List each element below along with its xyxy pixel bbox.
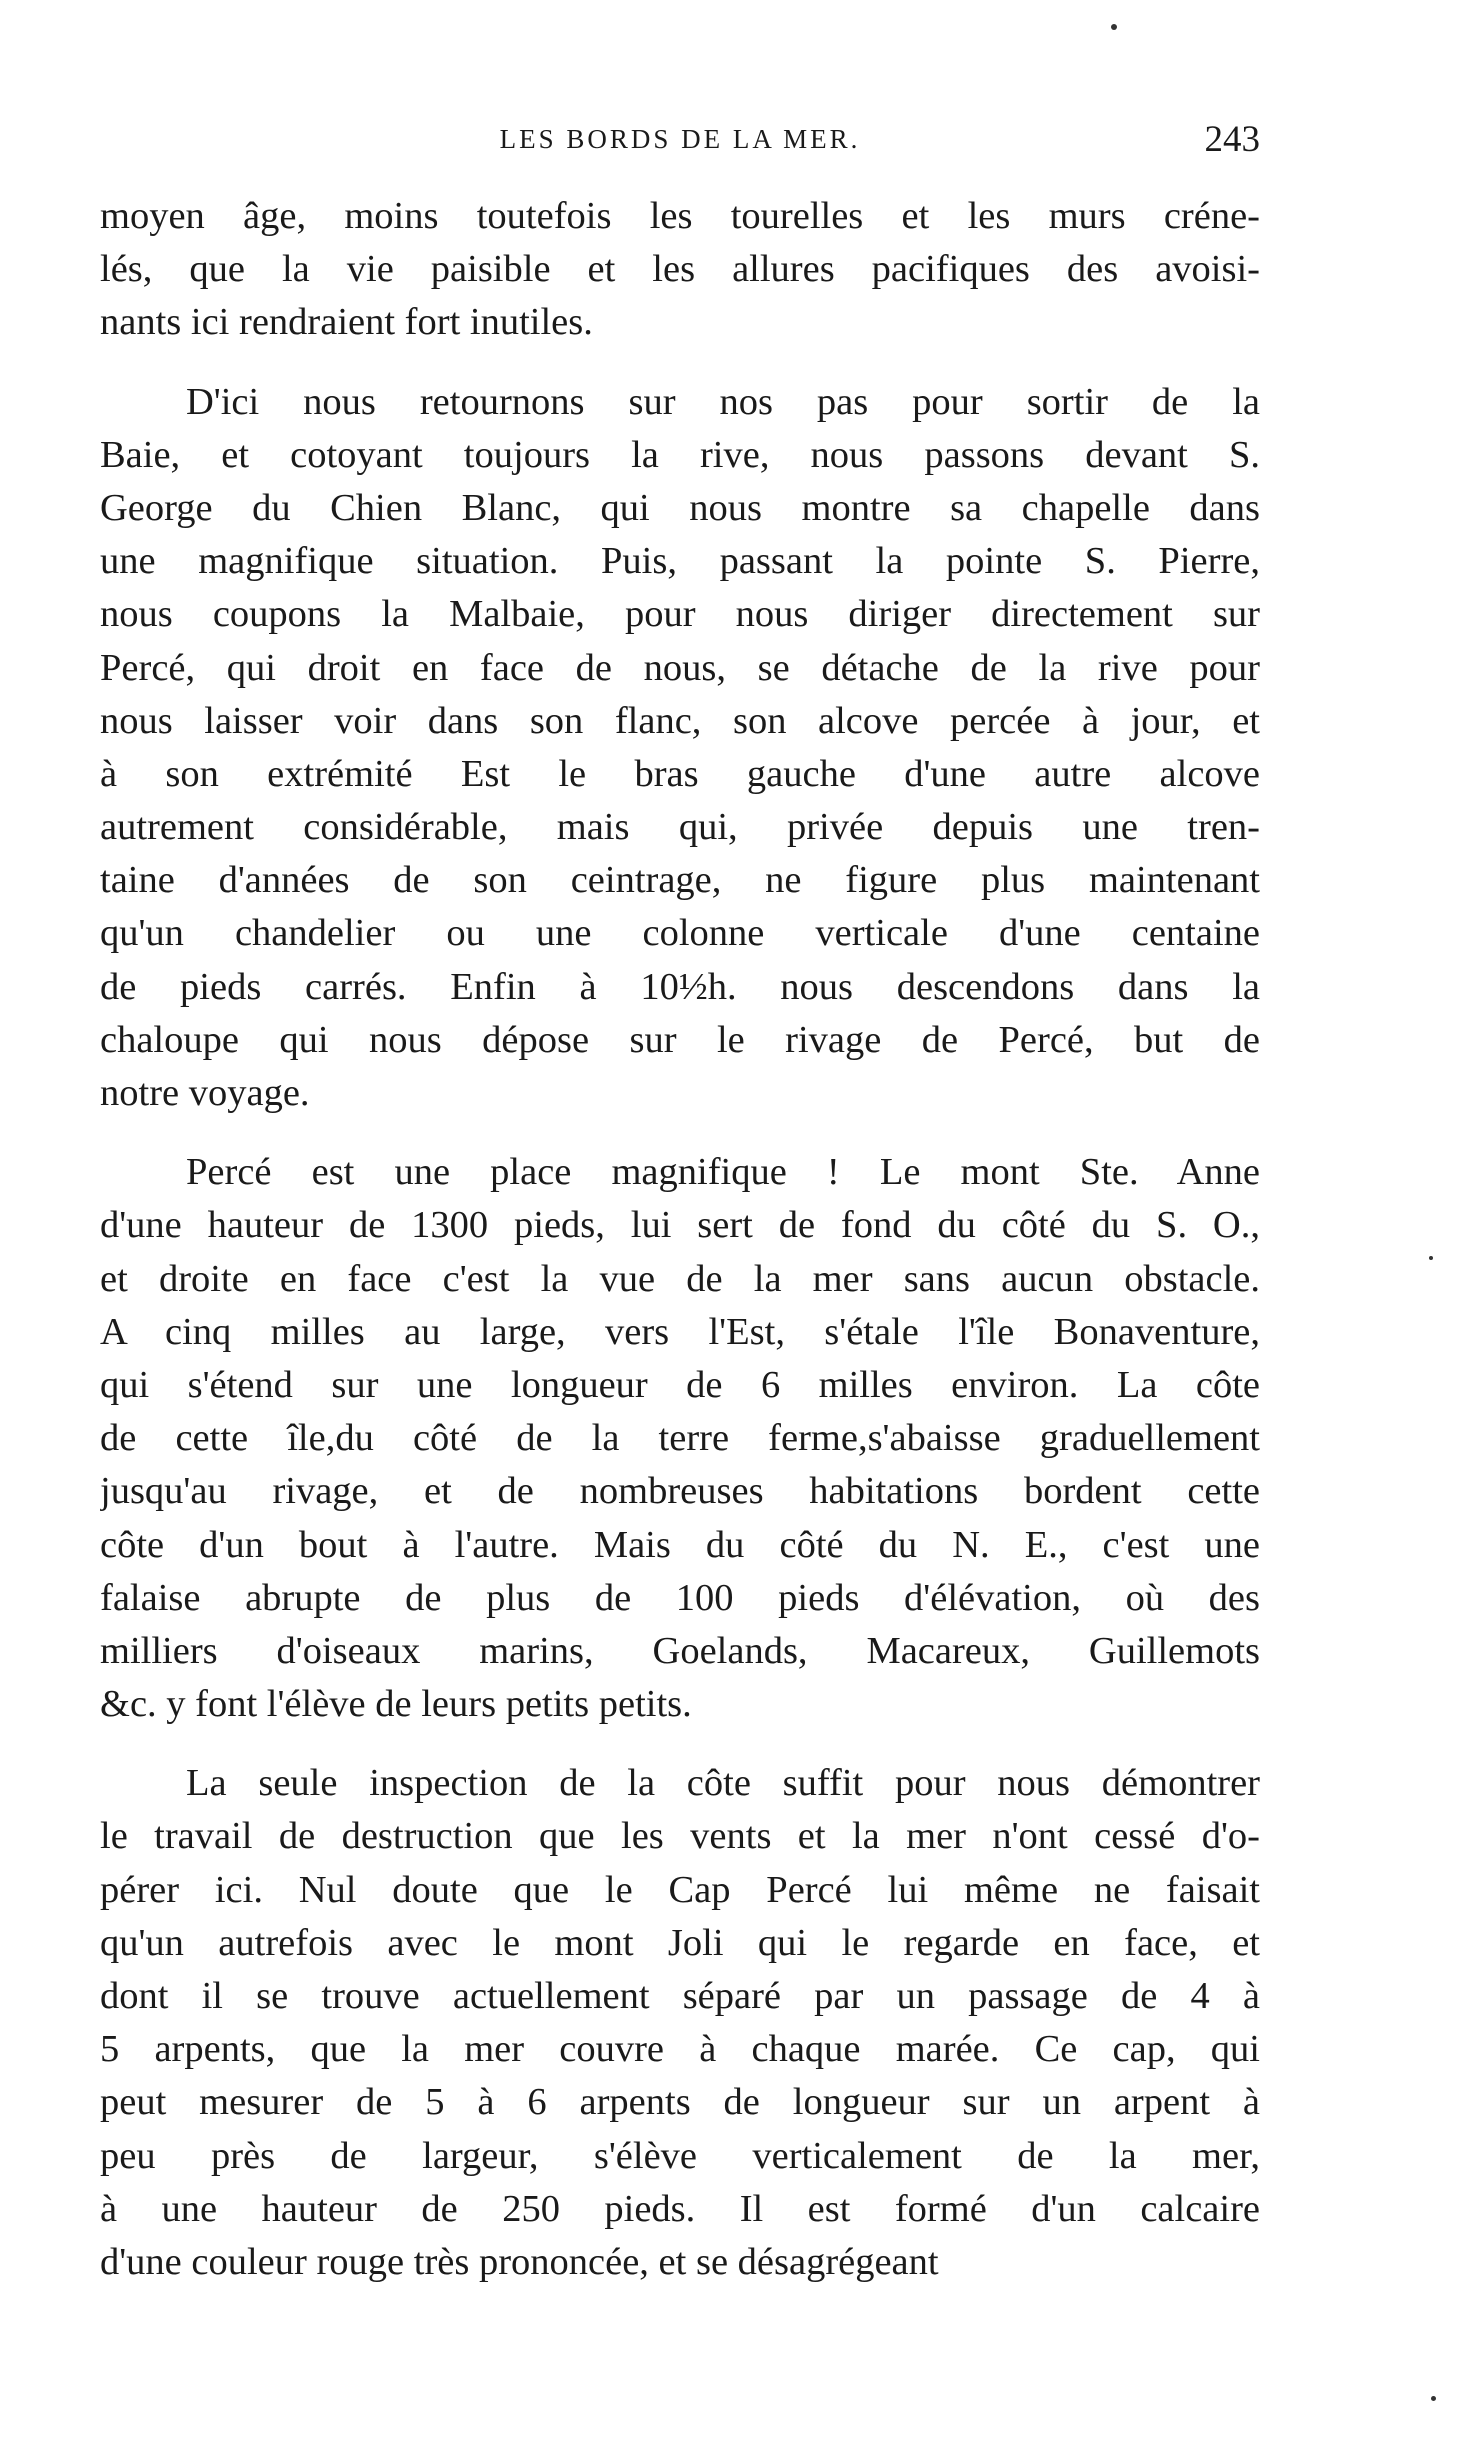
ink-speck [1431, 2396, 1436, 2401]
ink-speck [1111, 24, 1117, 30]
text-line: moyen âge, moins toutefois les tourelles et les murs créne- [100, 195, 1260, 237]
text-line: chaloupe qui nous dépose sur le rivage de Percé, but de [100, 1018, 1260, 1061]
text-line: peut mesurer de 5 à 6 arpents de longueur sur un arpent à [100, 2081, 1260, 2124]
text-line: notre voyage. [100, 1072, 310, 1114]
text-line: et droite en face c'est la vue de la mer sans aucun obstacle. [100, 1257, 1260, 1300]
page-header [100, 118, 1260, 162]
paragraph-gap [100, 1120, 1260, 1146]
text-line: d'une couleur rouge très prononcée, et se désagrégeant [100, 2240, 939, 2283]
text-line: Percé est une place magnifique ! Le mont Ste. Anne [186, 1151, 1260, 1194]
text-line: 5 arpents, que la mer couvre à chaque marée. Ce cap, qui [100, 2028, 1260, 2071]
text-line: de cette île,du côté de la terre ferme,s'abaisse graduellement [100, 1417, 1260, 1460]
paragraph [100, 1146, 1260, 1731]
text-line: D'ici nous retournons sur nos pas pour sortir de la [186, 380, 1260, 423]
text-line: nous laisser voir dans son flanc, son alcove percée à jour, et [100, 699, 1260, 742]
text-line: de pieds carrés. Enfin à 10½h. nous descendons dans la [100, 965, 1260, 1008]
text-line: une magnifique situation. Puis, passant la pointe S. Pierre, [100, 540, 1260, 583]
text-line: A cinq milles au large, vers l'Est, s'étale l'île Bonaventure, [100, 1310, 1260, 1353]
text-line: pérer ici. Nul doute que le Cap Percé lui même ne faisait [100, 1868, 1260, 1911]
paragraph [100, 376, 1260, 1121]
paragraph-gap [100, 1731, 1260, 1757]
text-line: La seule inspection de la côte suffit pour nous démontrer [186, 1762, 1260, 1805]
text-line: qu'un autrefois avec le mont Joli qui le regarde en face, et [100, 1921, 1260, 1964]
body-text [100, 190, 1260, 2289]
text-line: à une hauteur de 250 pieds. Il est formé d'un calcaire [100, 2187, 1260, 2230]
text-line: qui s'étend sur une longueur de 6 milles environ. La côte [100, 1363, 1260, 1406]
text-line: jusqu'au rivage, et de nombreuses habitations bordent cette [100, 1470, 1260, 1513]
text-line: le travail de destruction que les vents et la mer n'ont cessé d'o- [100, 1815, 1260, 1858]
text-line: côte d'un bout à l'autre. Mais du côté du N. E., c'est une [100, 1523, 1260, 1566]
text-line: Percé, qui droit en face de nous, se détache de la rive pour [100, 646, 1260, 689]
text-line: autrement considérable, mais qui, privée depuis une tren- [100, 806, 1260, 849]
page-number: 243 [1204, 119, 1260, 160]
text-line: d'une hauteur de 1300 pieds, lui sert de fond du côté du S. O., [100, 1204, 1260, 1247]
paragraph [100, 190, 1260, 350]
text-line: nants ici rendraient fort inutiles. [100, 301, 593, 344]
text-line: nous coupons la Malbaie, pour nous diriger directement sur [100, 593, 1260, 636]
text-line: qu'un chandelier ou une colonne verticale d'une centaine [100, 912, 1260, 955]
text-line: George du Chien Blanc, qui nous montre sa chapelle dans [100, 486, 1260, 529]
text-line: milliers d'oiseaux marins, Goelands, Macareux, Guillemots [100, 1629, 1260, 1672]
paragraph-gap [100, 350, 1260, 376]
text-line: Baie, et cotoyant toujours la rive, nous passons devant S. [100, 433, 1260, 476]
paragraph [100, 1757, 1260, 2289]
running-head: LES BORDS DE LA MER. [499, 124, 861, 154]
text-line: à son extrémité Est le bras gauche d'une autre alcove [100, 752, 1260, 795]
text-line: peu près de largeur, s'élève verticalement de la mer, [100, 2134, 1260, 2177]
text-line: lés, que la vie paisible et les allures pacifiques des avoisi- [100, 248, 1260, 291]
text-line: &c. y font l'élève de leurs petits petits. [100, 1683, 692, 1726]
ink-speck [1429, 1256, 1433, 1260]
text-line: falaise abrupte de plus de 100 pieds d'élévation, où des [100, 1576, 1260, 1619]
text-line: taine d'années de son ceintrage, ne figure plus maintenant [100, 859, 1260, 902]
text-line: dont il se trouve actuellement séparé par un passage de 4 à [100, 1975, 1260, 2017]
